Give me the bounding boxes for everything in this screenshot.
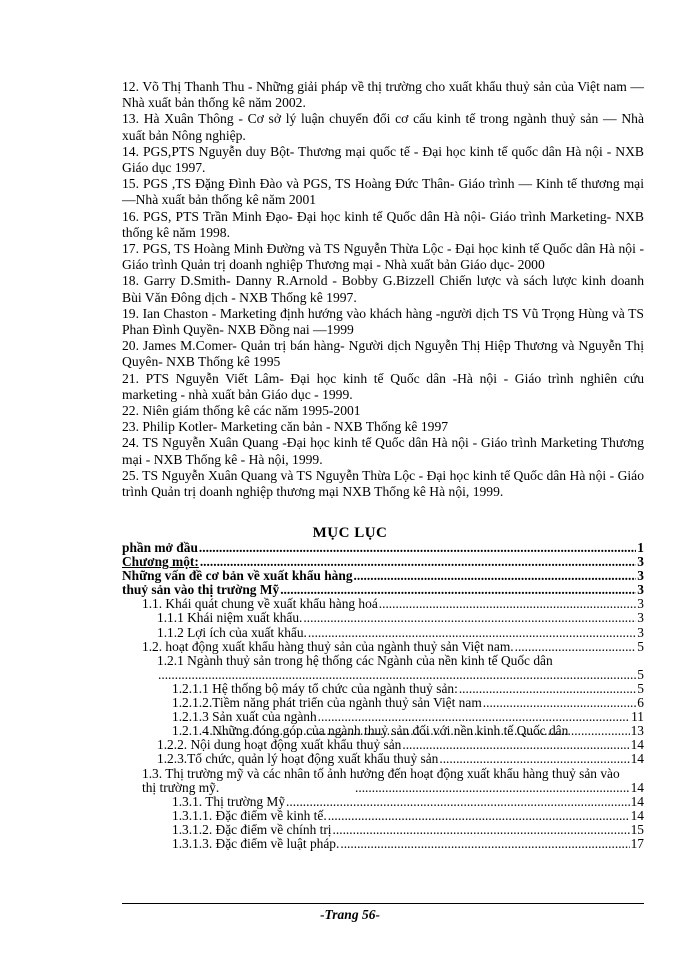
- reference-item: 23. Philip Kotler- Marketing căn bản - NXB Thống kê 1997: [122, 419, 449, 435]
- toc-entry[interactable]: 1.3. Thị trường mỹ và các nhân tố ảnh hưởng đến hoạt động xuất khẩu hàng thuỷ sản vào thị trường mỹ.: [142, 765, 620, 795]
- footer-divider: [122, 903, 644, 904]
- reference-item: 16. PGS, PTS Trần Minh Đạo- Đại học kinh tế Quốc dân Hà nội- Giáo trình Marketing- NXB thống kê năm 1998.: [122, 208, 644, 240]
- toc-entry[interactable]: 1.3.1.2. Đặc điểm về chính trị ..... 15: [122, 823, 644, 837]
- reference-item: 19. Ian Chaston - Marketing định hướng vào khách hàng -người dịch TS Vũ Trọng Hùng và TS Phan Đình Quyền- NXB Đồng nai —1999: [122, 305, 644, 338]
- reference-item: 17. PGS, TS Hoàng Minh Đường và TS Nguyễn Thừa Lộc - Đại học kinh tế Quốc dân Hà nội - Giáo trình Quản trị doanh nghiệp Thương mại - Nhà xuất bản Giáo dục- 2000: [122, 241, 644, 273]
- toc-entry[interactable]: 1.2.3.Tổ chức, quản lý hoạt động xuất khẩu thuỷ sản ..... 14: [122, 752, 644, 766]
- toc-entry[interactable]: 1.3.1.3. Đặc điểm về luật pháp. ..... 17: [122, 837, 644, 851]
- toc-entry[interactable]: 1.2.1.2.Tiềm năng phát triển của ngành thuỷ sản Việt nam ..... 6: [122, 696, 644, 710]
- toc-title: MỤC LỤC: [312, 525, 388, 541]
- toc-entry[interactable]: phần mở đầu ..... 1: [122, 541, 644, 555]
- toc-entry[interactable]: 1.2.2. Nội dung hoạt động xuất khẩu thuỷ sản ..... 14: [122, 738, 644, 752]
- toc-entry-page: ..... 14: [122, 781, 644, 795]
- toc-entry[interactable]: Chương một: ..... 3: [122, 555, 644, 569]
- reference-item: 12. Võ Thị Thanh Thu - Những giải pháp về thị trường cho xuất khẩu thuỷ sản của Việt nam — Nhà xuất bản thống kê năm 2002.: [122, 79, 644, 111]
- toc-entry[interactable]: 1.1. Khái quát chung về xuất khẩu hàng hoá ..... 3: [122, 597, 644, 611]
- toc-entry[interactable]: 1.1.2 Lợi ích của xuất khẩu. ..... 3: [122, 626, 644, 640]
- reference-item: 21. PTS Nguyễn Viết Lâm- Đại học kinh tế Quốc dân -Hà nội - Giáo trình nghiên cứu marketing - nhà xuất bản Giáo dục - 1999.: [122, 370, 644, 402]
- reference-item: 13. Hà Xuân Thông - Cơ sở lý luận chuyển đổi cơ cấu kinh tế trong ngành thuỷ sản — Nhà xuất bản Nông nghiệp.: [122, 111, 644, 143]
- reference-item: 22. Niên giám thống kê các năm 1995-2001: [122, 403, 361, 419]
- toc-entry-page: ..... 13: [122, 724, 644, 738]
- toc-entry[interactable]: 1.2.1 Ngành thuỷ sản trong hệ thống các Ngành của nền kinh tế Quốc dân ..... 5: [122, 654, 644, 682]
- toc-entry[interactable]: 1.2.1.3 Sản xuất của ngành ..... 11: [122, 710, 644, 724]
- toc-entry[interactable]: 1.2. hoạt động xuất khẩu hàng thuỷ sản của ngành thuỷ sản Việt nam. ..... 5: [122, 640, 644, 654]
- toc-entry[interactable]: 1.2.1.1 Hệ thống bộ máy tổ chức của ngành thuỷ sản: ..... 5: [122, 682, 644, 696]
- references-list: [122, 79, 644, 500]
- reference-item: 14. PGS,PTS Nguyễn duy Bột- Thương mại quốc tế - Đại học kinh tế quốc dân Hà nội - NXB Giáo dục 1997.: [122, 143, 644, 176]
- toc-entry[interactable]: Những vấn đề cơ bản về xuất khẩu hàng ..... 3: [122, 569, 644, 583]
- table-of-contents: [122, 541, 644, 851]
- reference-item: 20. James M.Comer- Quản trị bán hàng- Người dịch Nguyễn Thị Hiệp Thương và Nguyễn Thị Quyên- NXB Thống kê 1995: [122, 338, 644, 370]
- page-number: -Trang 56-: [320, 907, 380, 922]
- reference-item: 24. TS Nguyễn Xuân Quang -Đại học kinh tế Quốc dân Hà nội - Giáo trình Marketing Thương mại - NXB Thống kê - Hà nội, 1999.: [122, 435, 644, 467]
- reference-item: 18. Garry D.Smith- Danny R.Arnold - Bobby G.Bizzell Chiến lược và sách lược kinh doanh Bùi Văn Đông dịch - NXB Thống kê 1997.: [122, 273, 644, 305]
- toc-entry[interactable]: 1.3.1. Thị trường Mỹ ..... 14: [122, 795, 644, 809]
- reference-item: 15. PGS ,TS Đặng Đình Đào và PGS, TS Hoàng Đức Thân- Giáo trình — Kinh tế thương mại —Nhà xuất bản thống kê năm 2001: [122, 176, 644, 208]
- toc-entry[interactable]: 1.1.1 Khái niệm xuất khẩu. ..... 3: [122, 611, 644, 625]
- reference-item: 25. TS Nguyễn Xuân Quang và TS Nguyễn Thừa Lộc - Đại học kinh tế Quốc dân Hà nội - Giáo trình Quản trị doanh nghiệp thương mại NXB Thống kê Hà nội, 1999.: [122, 467, 644, 500]
- toc-entry[interactable]: 1.3.1.1. Đặc điểm về kinh tế. ..... 14: [122, 809, 644, 823]
- toc-entry[interactable]: 1.2.1.4 Những đóng góp của ngành thuỷ sản đối với nền kinh tế Quốc dân: [172, 723, 569, 739]
- toc-entry[interactable]: thuỷ sản vào thị trường Mỹ ..... 3: [122, 583, 644, 597]
